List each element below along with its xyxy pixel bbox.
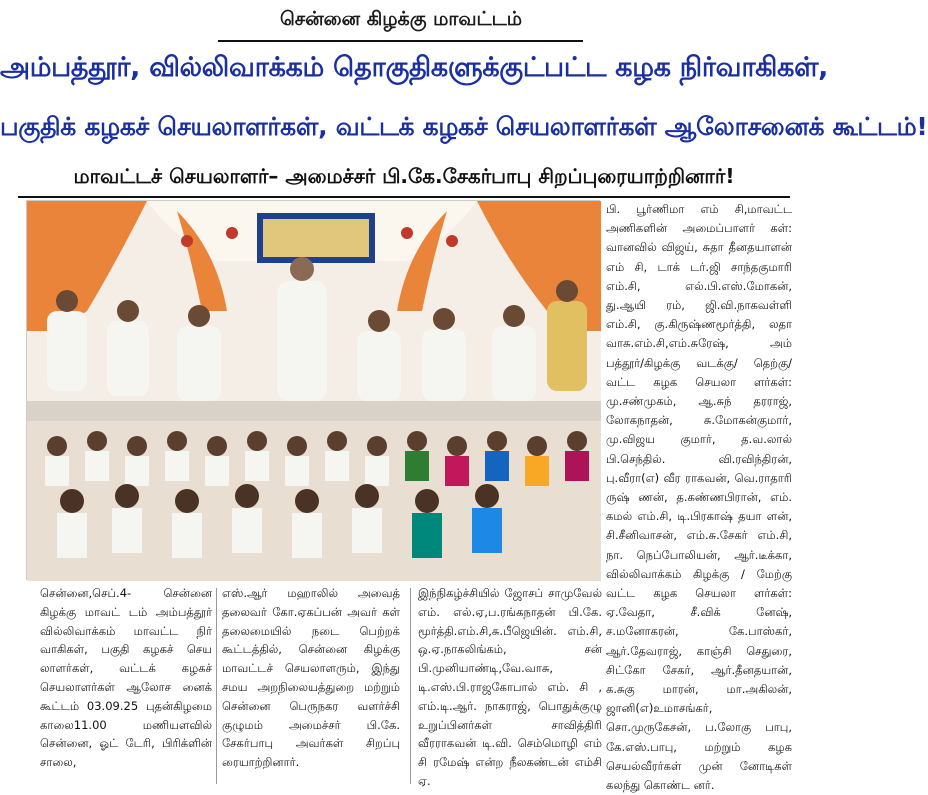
side-column-text: பி. பூர்ணிமா எம் சி,மாவட்ட அணிகளின் அமைப்பாளர் கள்: வானவில் விஜய், சுதா தீனதயாளன் எம் சி, டாக் டர்.ஜி சாந்தகுமாரி எம்.சி, எல்.பி.எஸ்.மோகன், து.ஆயி ரம், ஜி.வி.நாகவள்ளி எம்.சி, கு.கிருஷ்ணமூர்த்தி, லதா வாசு.எம்.சி,எம்.சுரேஷ், அம் பத்தூர்/கிழக்கு வடக்கு/ தெற்கு/ வட்ட கழக செயலா ளர்கள்: மு.சண்முகம், ஆ.சுந் தரராஜ், லோகநாதன், சு.மோகன்குமார், மு.விஜய குமார், த.வ.லால் பி.செந்தில். வி.ரவிந்திரன், பு.வீரா(எ) வீர ராகவன், வெ.ராதாரி ருஷ் ணன், த.கண்ணபிரான், எம். கமல் எம்.சி, டி.பிரகாஷ் தயா ளன், சி.சீனிவாசன், எம்.சு.சேகர் எம்.சி, நா. நெப்போலியன், ஆர்.டீக்கா, வில்லிவாக்கம் கிழக்கு / மேற்கு வட்ட கழக செயலா ளர்கள்: ஏ.வேதா, சீ.விக் னேஷ், ச.மனோகரன், கே.பாஸ்கர், ஆர்.தேவராஜ், காஞ்சி செதுரை, சிட்கோ சேகர், ஆர்.தீனதயான், க.சுகு மாரன், மா.அகிலன், ஜானி(எ)உமாசங்கர், சொ.முருகேசன், ப.லோகு பாபு, கே.எஸ்.பாபு, மற்றும் கழக செயல்வீரர்கள் முன் னோடிகள் கலந்து கொண்ட னர். xyxy=(606,202,792,793)
flower-4 xyxy=(446,235,458,247)
subheadline: மாவட்டச் செயலாளர்– அமைச்சர் பி.கே.சேகர்பாபு சிறப்புரையாற்றினார்! xyxy=(73,164,735,188)
flower-3 xyxy=(401,227,413,239)
audience xyxy=(27,421,601,581)
headline-line-1: அம்பத்தூர், வில்லிவாக்கம் தொகுதிகளுக்குட்பட்ட கழக நிர்வாகிகள், xyxy=(0,52,829,83)
column-divider-2 xyxy=(410,588,411,784)
body-column-3: இந்நிகழ்ச்சியில் ஜோசப் சாமுவேல் எம். எல்.ஏ,ப.ரங்கநாதன் பி.கே. மூர்த்தி.எம்.சி,சு.பீஜெயின். எம்.சி, ஒ.ஏ.நாகலிங்கம், சன் பி.முனியாண்டி,வே.வாசு, டி.எஸ்.பி.ராஜகோபால் எம். சி , எம்.டி.ஆர். நாகராஜ், பொதுக்குழு உறுப்பினர்கள் சாவித்திரி வீரராகவன் டி.வி. செம்மொழி எம் சி ரமேஷ் என்ற நீலகண்டன் எம்சி ஏ. xyxy=(418,586,602,788)
body-column-2: எஸ்.ஆர் மஹாலில் அவைத் தலைவர் கோ.ஏகப்பன் அவர் கள் தலைமையில் நடை பெற்றக் கூட்டத்தில், சென்னை கிழக்கு மாவட்டச் செயலாளரும், இந்து சமய அறநிலையத்துறை மற்றும் சென்னை பெருநகர வளர்ச்சி குழுமம் அமைச்சர் பி.கே. சேகர்பாபு அவர்கள் சிறப்பு ரையாற்றினார். xyxy=(222,586,400,770)
kicker-underline xyxy=(218,40,583,42)
stage-banner-inner xyxy=(263,219,369,257)
flower-2 xyxy=(226,227,238,239)
kicker-title: சென்னை கிழக்கு மாவட்டம் xyxy=(279,8,523,30)
column-divider-1 xyxy=(216,588,217,784)
flower-1 xyxy=(181,235,193,247)
body-column-1: சென்னை,செப்.4- சென்னை கிழக்கு மாவட் டம் அம்பத்தூர் வில்லிவாக்கம் மாவட்ட நிர் வாகிகள், பகுதி கழகச் செய லாளர்கள், வட்டக் கழகச் செயலாளர்கள் ஆலோச னைக் கூட்டம் 03.09.25 புதன்கிழமை காலை11.00 மணியளவில் சென்னை, ஓட் டேரி, பிரிக்ளின் சாலை, xyxy=(40,586,212,770)
event-photo xyxy=(26,200,600,580)
subheadline-underline xyxy=(18,196,790,198)
stage-floor xyxy=(27,401,601,421)
headline-line-2: பகுதிக் கழகச் செயலாளர்கள், வட்டக் கழகச் செயலாளர்கள் ஆலோசனைக் கூட்டம்! xyxy=(0,112,928,141)
